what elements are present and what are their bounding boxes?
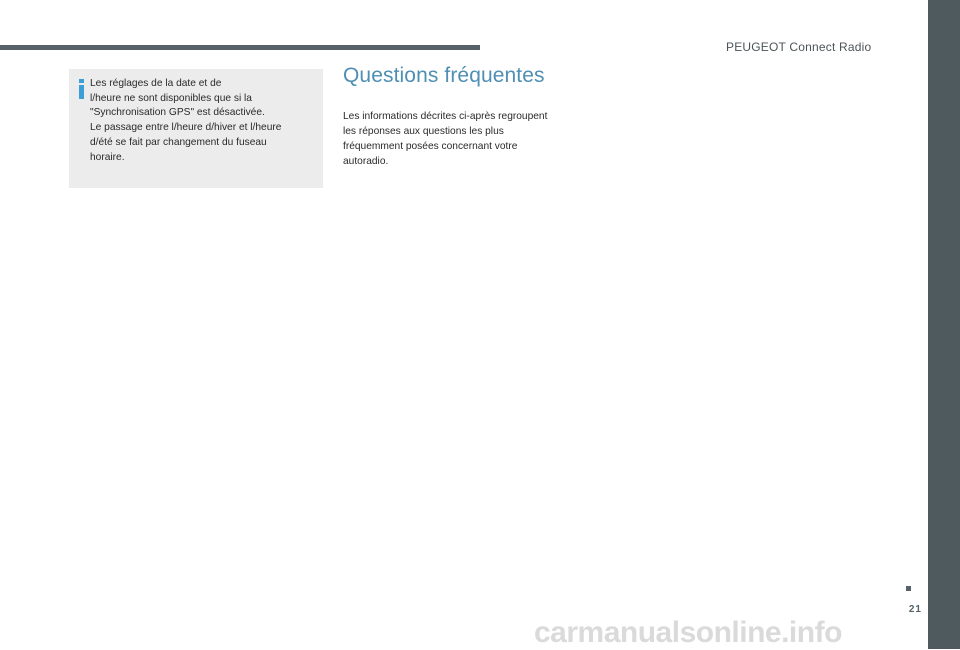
body-line: fréquemment posées concernant votre (343, 141, 518, 152)
info-line: d/été se fait par changement du fuseau (90, 136, 267, 148)
body-line: Les informations décrites ci-après regroupent (343, 111, 548, 122)
info-line: l/heure ne sont disponibles que si la (90, 92, 252, 104)
watermark: carmanualsonline.info (534, 616, 842, 649)
info-line: Les réglages de la date et de (90, 78, 222, 89)
info-line: "Synchronisation GPS" est désactivée. (90, 107, 265, 119)
side-band (928, 0, 960, 649)
info-line: horaire. (90, 151, 125, 163)
body-line: les réponses aux questions les plus (343, 126, 504, 137)
body-line: autoradio. (343, 156, 389, 167)
page-number: 21 (908, 604, 922, 615)
info-note-box (69, 69, 323, 188)
section-title: Questions fréquentes (343, 64, 545, 87)
header-rule (0, 45, 480, 50)
info-icon (78, 79, 86, 99)
section-body (343, 109, 603, 169)
page-marker (906, 586, 911, 591)
manual-title: PEUGEOT Connect Radio (726, 40, 872, 54)
info-line: Le passage entre l/heure d/hiver et l/heure (90, 122, 282, 134)
info-note-text (90, 77, 322, 165)
